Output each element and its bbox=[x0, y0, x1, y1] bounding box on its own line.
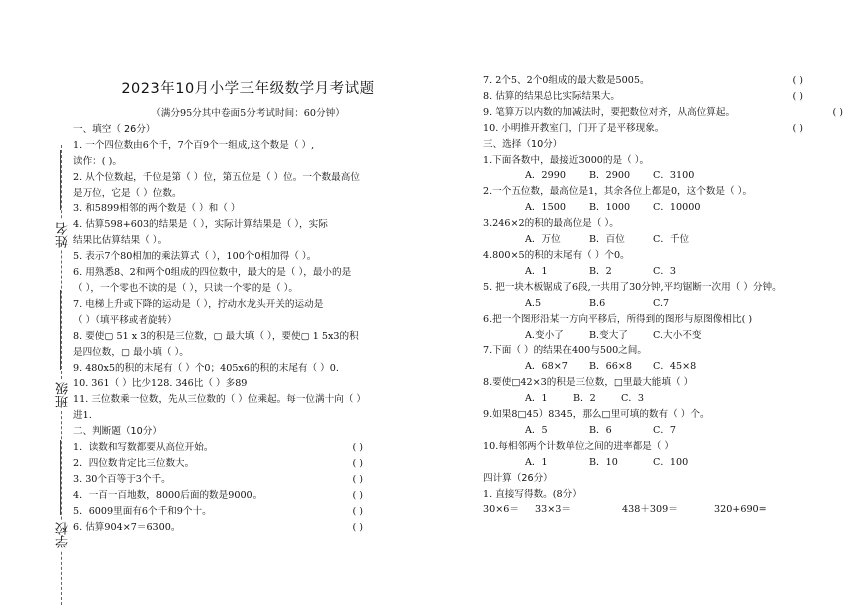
choice-options bbox=[483, 455, 843, 471]
choice-question bbox=[483, 248, 843, 280]
judge-text: 6. 估算904×7＝6300。 bbox=[73, 521, 181, 533]
question-line: 8. 要使▢ 51 x 3的积是三位数，▢ 最大填（ ），要使▢ 1 5x3的积 bbox=[73, 330, 359, 342]
option-a[interactable]: A.变小了 bbox=[525, 329, 564, 341]
option-a[interactable]: A．1500 bbox=[525, 202, 566, 214]
answer-paren[interactable]: ( ) bbox=[792, 122, 803, 134]
option-a[interactable]: A．1 bbox=[525, 265, 548, 277]
choice-options bbox=[483, 168, 843, 184]
choice-question bbox=[483, 153, 843, 185]
question-line: 6. 用熟悉8、2和两个0组成的四位数中，最大的是（ ），最小的是 bbox=[73, 267, 352, 279]
judge-text: 7. 2个5、2个0组成的最大数是5005。 bbox=[483, 75, 650, 86]
choice-text: 8.要使□42×3的积是三位数，□里最大能填（ ） bbox=[483, 377, 694, 389]
calc-row bbox=[483, 502, 843, 518]
class-label: 班级 bbox=[56, 382, 71, 408]
option-a[interactable]: A．万位 bbox=[525, 234, 561, 246]
judge-text: 8. 估算的结果总比实际结果大。 bbox=[483, 90, 620, 102]
choice-options bbox=[483, 359, 843, 375]
left-column bbox=[73, 80, 423, 535]
judge-item bbox=[483, 89, 843, 105]
question-line: 9. 480x5的积的末尾有（ ）个0；405x6的积的末尾有（ ）0. bbox=[73, 362, 339, 374]
judge-text: 9. 笔算万以内数的加减法时，要把数位对齐，从高位算起。 bbox=[483, 106, 736, 118]
option-c[interactable]: C．3 bbox=[621, 393, 645, 405]
option-c[interactable]: C．10000 bbox=[653, 202, 701, 214]
choice-options bbox=[483, 328, 843, 344]
answer-paren[interactable]: ( ) bbox=[352, 505, 363, 517]
choice-question bbox=[483, 407, 843, 439]
choice-question bbox=[483, 184, 843, 216]
judge-item bbox=[73, 456, 423, 472]
name-label: 姓名 bbox=[56, 222, 71, 248]
option-b[interactable]: B．6 bbox=[589, 424, 612, 436]
answer-paren[interactable]: ( ) bbox=[832, 106, 843, 118]
question-line: 读作：( )。 bbox=[73, 155, 122, 167]
option-b[interactable]: B．2900 bbox=[589, 170, 631, 182]
calc-item: 438＋309＝ bbox=[622, 504, 678, 516]
judge-item bbox=[73, 520, 423, 536]
exam-subtitle: （满分95分其中卷面5分考试时间：60分钟） bbox=[151, 108, 345, 119]
option-b[interactable]: B．百位 bbox=[589, 234, 625, 246]
question-line: 是四位数，▢ 最小填（ ）。 bbox=[73, 346, 189, 358]
choice-question bbox=[483, 343, 843, 375]
question-line: 结果比估算结果（ ）。 bbox=[73, 235, 168, 247]
name-underline bbox=[60, 150, 61, 210]
calc-subheading: 1. 直接写得数。(8分） bbox=[483, 488, 582, 500]
section-judge-heading: 二、判断题（10分） bbox=[73, 426, 162, 438]
question-line: 7. 电梯上升或下降的运动是（ ），拧动水龙头开关的运动是 bbox=[73, 298, 324, 310]
choice-options bbox=[483, 296, 843, 312]
choice-text: 6.把一个图形沿某一方向平移后，所得到的图形与原图像相比( ) bbox=[483, 313, 753, 325]
choice-text: 2.一个五位数，最高位是1，其余各位上都是0，这个数是（ ）。 bbox=[483, 186, 753, 198]
question-line: （ ），一个零也不读的是（ ），只读一个零的是（ ）。 bbox=[73, 282, 298, 294]
choice-text: 5. 把一块木板锯成了6段,一共用了30分钟,平均锯断一次用（ ）分钟。 bbox=[483, 281, 782, 293]
answer-paren[interactable]: ( ) bbox=[352, 473, 363, 485]
calc-item: 320+690= bbox=[714, 504, 767, 516]
judge-text: 3. 30个百等于3个千。 bbox=[73, 473, 171, 485]
judge-text: 5．6009里面有6个千和9个十。 bbox=[73, 505, 212, 517]
option-c[interactable]: C.7 bbox=[653, 297, 670, 309]
option-b[interactable]: B．1000 bbox=[589, 202, 631, 214]
option-c[interactable]: C．45×8 bbox=[653, 361, 697, 373]
option-b[interactable]: B.变大了 bbox=[589, 329, 628, 341]
option-b[interactable]: B．2 bbox=[589, 265, 612, 277]
right-column bbox=[483, 73, 843, 518]
answer-paren[interactable]: ( ) bbox=[352, 489, 363, 501]
choice-text: 1.下面各数中，最接近3000的是（ ）。 bbox=[483, 154, 650, 166]
school-label: 学校 bbox=[56, 522, 71, 548]
judge-text: 2．四位数肯定比三位数大。 bbox=[73, 457, 195, 469]
judge-item bbox=[73, 440, 423, 456]
option-c[interactable]: C．100 bbox=[653, 456, 689, 468]
option-c[interactable]: C.大小不变 bbox=[653, 329, 702, 341]
option-a[interactable]: A．5 bbox=[525, 424, 548, 436]
question-line: 进1. bbox=[73, 410, 92, 422]
choice-question bbox=[483, 216, 843, 248]
question-line: （ ）（填平移或者旋转） bbox=[73, 314, 177, 326]
choice-options bbox=[483, 391, 843, 407]
option-b[interactable]: B．2 bbox=[573, 393, 596, 405]
choice-options bbox=[483, 423, 843, 439]
question-line: 10. 361（ ）比少128. 346比（ ）多89 bbox=[73, 378, 248, 390]
class-underline bbox=[60, 290, 61, 370]
choice-question bbox=[483, 280, 843, 312]
choice-text: 4.800×5的积的末尾有（ ）个0。 bbox=[483, 249, 630, 261]
judge-item bbox=[73, 488, 423, 504]
choice-text: 10.每相邻两个计数单位之间的进率都是（ ） bbox=[483, 440, 674, 452]
binding-margin bbox=[18, 140, 78, 610]
option-a[interactable]: A．68×7 bbox=[525, 361, 568, 373]
question-line: 3. 和5899相邻的两个数是（ ）和（ ） bbox=[73, 203, 241, 215]
question-line: 是万位，它是（ ）位数。 bbox=[73, 187, 182, 199]
choice-options bbox=[483, 232, 843, 248]
judge-item bbox=[483, 73, 843, 89]
option-a[interactable]: A．1 bbox=[525, 456, 548, 468]
calc-item: 33×3＝ bbox=[535, 504, 571, 516]
question-line: 1. 一个四位数由6个千，7个百9个一组成,这个数是（ ）, bbox=[73, 139, 315, 151]
option-c[interactable]: C．3100 bbox=[653, 170, 695, 182]
option-c[interactable]: C．7 bbox=[653, 424, 677, 436]
option-a[interactable]: A．1 bbox=[525, 393, 548, 405]
answer-paren[interactable]: ( ) bbox=[792, 75, 803, 86]
question-line: 5. 表示7个80相加的乘法算式（ ），100个0相加得（ ）。 bbox=[73, 251, 317, 263]
choice-text: 3.246×2的积的最高位是（ ）。 bbox=[483, 218, 619, 230]
option-b[interactable]: B．10 bbox=[589, 456, 618, 468]
option-c[interactable]: C．千位 bbox=[653, 234, 690, 246]
option-c[interactable]: C．3 bbox=[653, 265, 677, 277]
calc-item: 30×6＝ bbox=[483, 504, 519, 516]
section-fill-heading: 一、填空（ 26分） bbox=[73, 123, 156, 135]
answer-paren[interactable]: ( ) bbox=[352, 521, 363, 533]
judge-item bbox=[483, 121, 843, 137]
choice-text: 7.下面（ ）的结果在400与500之间。 bbox=[483, 345, 647, 357]
choice-text: 9.如果8□45）8345，那么□里可填的数有（ ）个。 bbox=[483, 409, 710, 421]
choice-options bbox=[483, 200, 843, 216]
judge-item bbox=[73, 472, 423, 488]
question-line: 2. 从个位数起，千位是第（ ）位，第五位是（ ）位。一个数最高位 bbox=[73, 171, 360, 183]
question-line: 11. 三位数乘一位数，先从三位数的（ ）位乘起。每一位满十向（ ） bbox=[73, 394, 367, 406]
section-choice-heading: 三、选择（10分） bbox=[483, 138, 563, 150]
section-calc-heading: 四计算（26分） bbox=[483, 472, 553, 484]
school-underline bbox=[60, 440, 61, 515]
judge-text: 1．读数和写数都要从高位开始。 bbox=[73, 442, 214, 454]
option-b[interactable]: B．66×8 bbox=[589, 361, 632, 373]
judge-item bbox=[73, 504, 423, 520]
judge-text: 10. 小明推开教室门，门开了是平移现象。 bbox=[483, 122, 665, 134]
question-line: 4. 估算598+603的结果是（ ），实际计算结果是（ ），实际 bbox=[73, 219, 328, 231]
choice-question bbox=[483, 375, 843, 407]
judge-item bbox=[483, 105, 843, 121]
choice-question bbox=[483, 312, 843, 344]
judge-text: 4．一百一百地数，8000后面的数是9000。 bbox=[73, 489, 263, 501]
answer-paren[interactable]: ( ) bbox=[352, 457, 363, 469]
answer-paren[interactable]: ( ) bbox=[352, 442, 363, 454]
option-a[interactable]: A.5 bbox=[525, 297, 542, 309]
option-b[interactable]: B.6 bbox=[589, 297, 606, 309]
answer-paren[interactable]: ( ) bbox=[792, 90, 803, 102]
option-a[interactable]: A．2990 bbox=[525, 170, 566, 182]
page-title: 2023年10月小学三年级数学月考试题 bbox=[121, 81, 375, 97]
choice-options bbox=[483, 264, 843, 280]
choice-question bbox=[483, 439, 843, 471]
